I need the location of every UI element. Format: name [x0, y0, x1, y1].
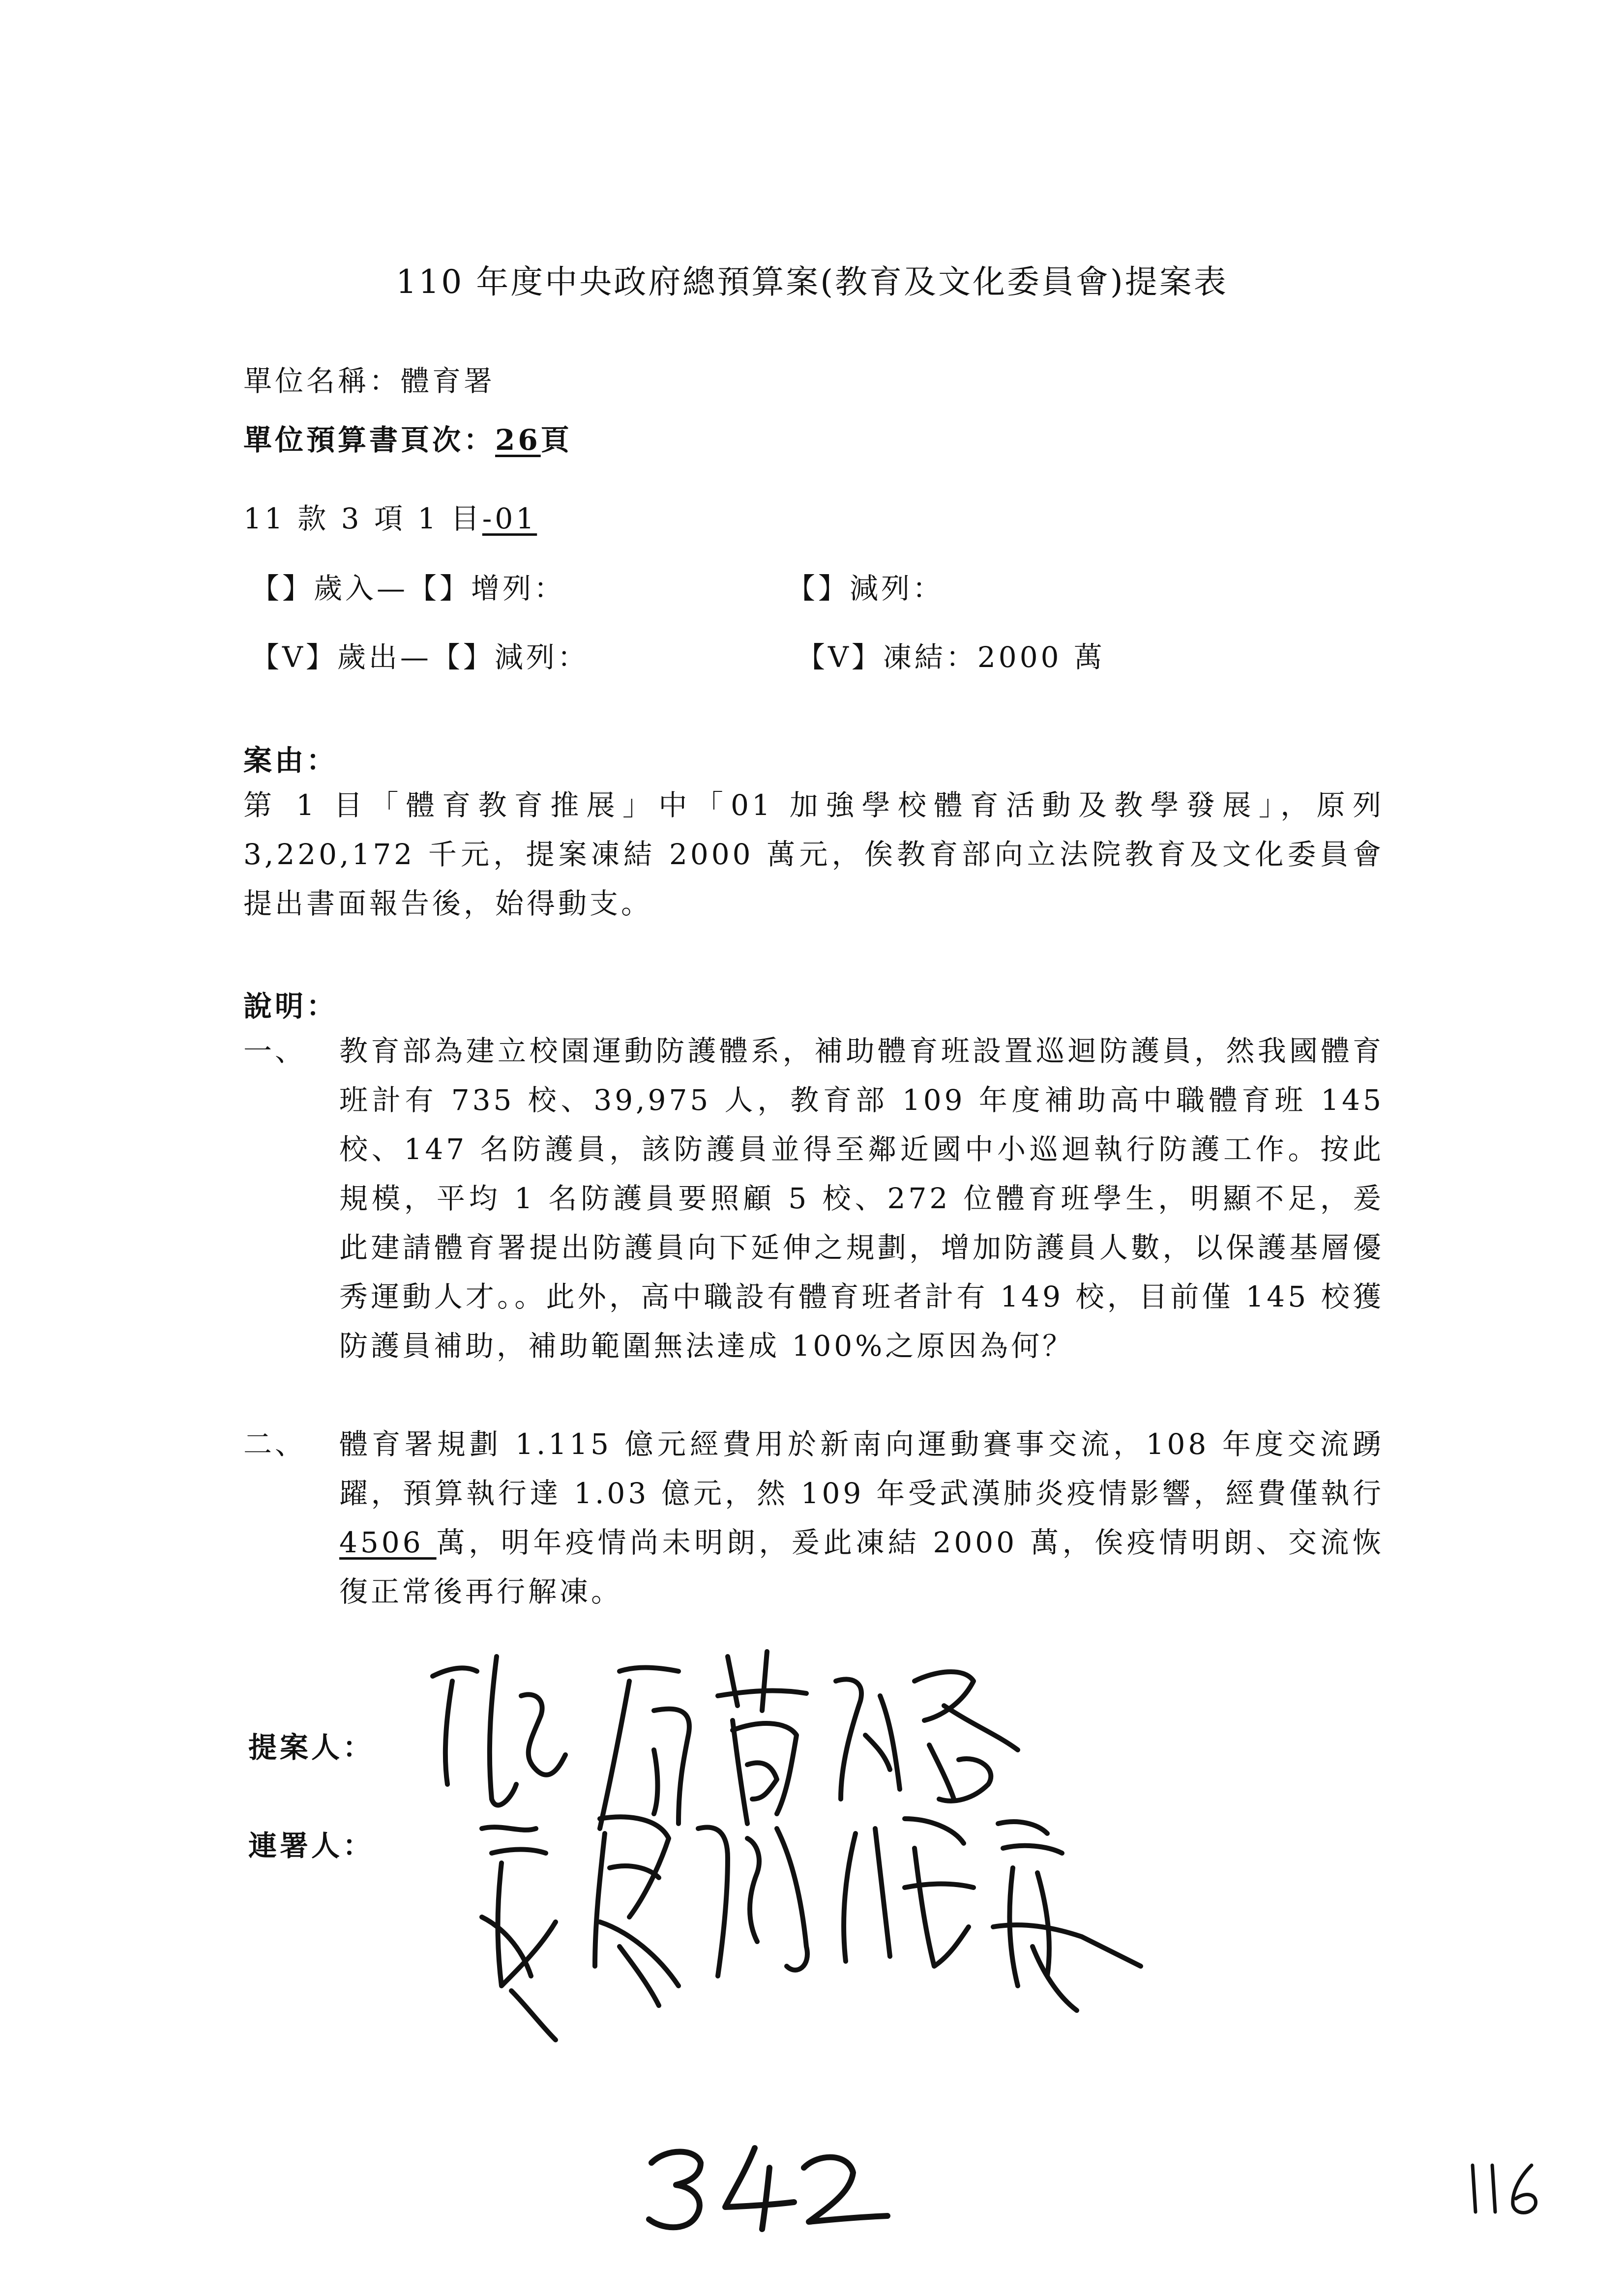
- handwritten-page-number: [642, 2133, 907, 2237]
- proposer-label: 提案人：: [248, 1731, 375, 1764]
- item-code-row: [243, 495, 537, 537]
- cosigner-signature: [472, 1799, 1151, 2055]
- page-ref-row: [243, 417, 572, 458]
- document-title: 110 年度中央政府總預算案(教育及文化委員會)提案表: [396, 263, 1228, 301]
- unit-name-value: 體育署: [401, 364, 496, 398]
- expenditure-right: 【V】凍結：2000 萬: [797, 640, 1105, 674]
- reason-heading: 案由：: [243, 744, 338, 777]
- unit-name-row: [243, 358, 495, 399]
- item-code-prefix: 11 款 3 項 1 目: [243, 502, 482, 535]
- page-ref-label: 單位預算書頁次：: [243, 423, 496, 457]
- expenditure-left: 【V】歲出—【】減列：: [251, 640, 589, 674]
- cosigner-label: 連署人：: [248, 1829, 375, 1862]
- page-ref-value: 26: [495, 423, 541, 457]
- item-code-suffix: -01: [482, 502, 537, 535]
- explanation-text: 體育署規劃 1.115 億元經費用於新南向運動賽事交流，108 年度交流踴躍，預算執行達 1.03 億元，然 109 年受武漢肺炎疫情影響，經費僅執行 4506 萬，明年疫情尚未明朗，爰此凍結 2000 萬，俟疫情明朗、交流恢復正常後再行解凍。: [339, 1427, 1385, 1608]
- revenue-right: 【】減列：: [787, 572, 945, 605]
- handwritten-corner-number: [1458, 2155, 1556, 2219]
- reason-text: 第 1 目「體育教育推展」中「01 加強學校體育活動及教學發展」，原列 3,220,172 千元，提案凍結 2000 萬元，俟教育部向立法院教育及文化委員會提出書面報告後，始得動支。: [243, 788, 1384, 920]
- explanation-heading: 說明：: [243, 989, 338, 1023]
- explanation-text: 教育部為建立校園運動防護體系，補助體育班設置巡迴防護員，然我國體育班計有 735 校、39,975 人，教育部 109 年度補助高中職體育班 145 校、147 名防護員，該防護員並得至鄰近國中小巡迴執行防護工作。按此規模，平均 1 名防護員要照顧 5 校、272 位體育班學生，明顯不足，爰此建請體育署提出防護員向下延伸之規劃，增加防護員人數，以保護基層優秀運動人才。。此外，高中職設有體育班者計有 149 校，目前僅 145 校獲防護員補助，補助範圍無法達成 100%之原因為何？: [339, 1034, 1384, 1363]
- page-ref-suffix: 頁: [540, 423, 572, 457]
- revenue-left: 【】歲入—【】增列：: [251, 572, 566, 605]
- unit-name-label: 單位名稱：: [243, 364, 401, 398]
- executed-amount: 4506: [339, 1526, 437, 1559]
- explanation-number: 一、: [243, 1034, 307, 1068]
- explanation-number: 二、: [243, 1427, 307, 1461]
